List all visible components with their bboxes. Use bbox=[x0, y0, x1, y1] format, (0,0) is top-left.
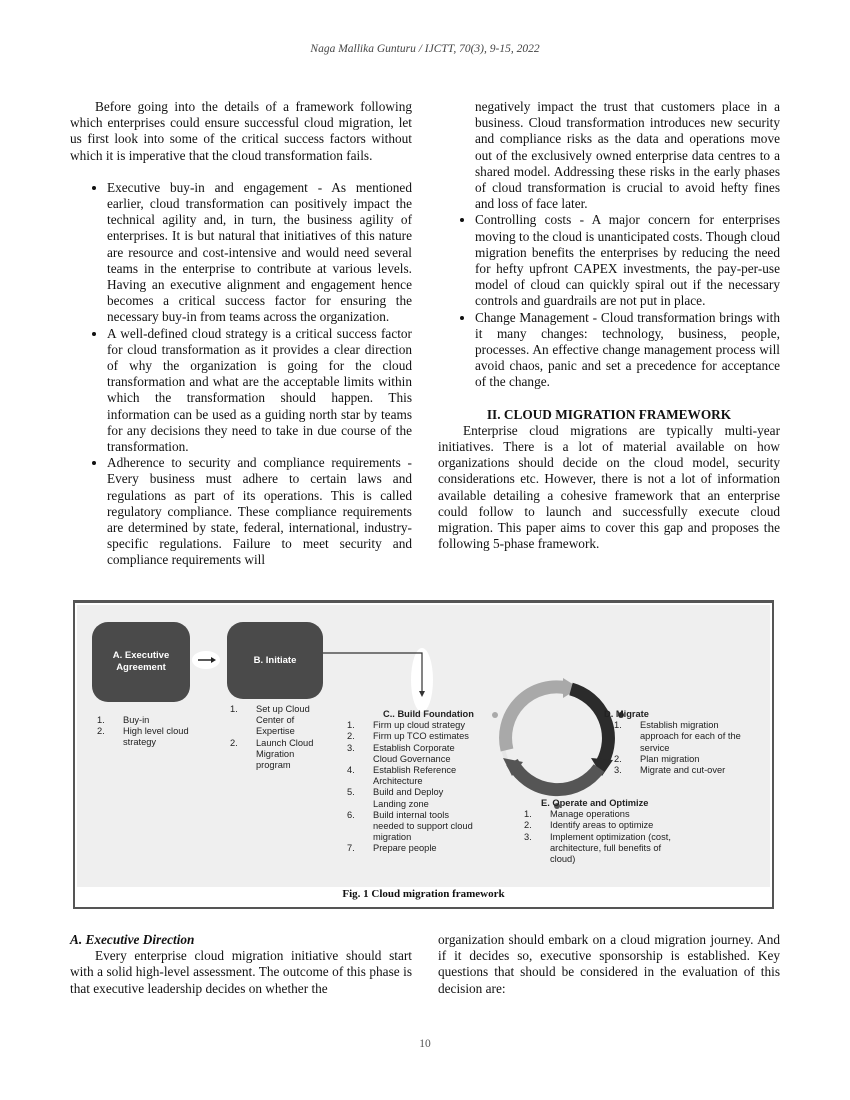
right-column-bottom bbox=[438, 932, 780, 997]
connector-b-to-c bbox=[322, 653, 422, 693]
phase-b-box: B. Initiate bbox=[227, 622, 323, 699]
phase-e-list: E. Operate and Optimize 1. Manage operations 2. Identify areas to optimize 3. Implement optimization (cost, architecture, full benefits of cloud) bbox=[524, 798, 684, 865]
list-item: Build internal tools needed to support cloud migration bbox=[373, 809, 473, 843]
success-factor-list-cont bbox=[438, 212, 780, 390]
list-item: Build and Deploy Landing zone bbox=[373, 787, 444, 809]
list-item: • Change Management - Cloud transformation brings with it many changes: technology, business, people, processes. An effective change management process will avoid chaos, panic and set a precedence for acceptance of the change. bbox=[475, 310, 780, 391]
section-paragraph: Enterprise cloud migrations are typically multi-year initiatives. There is a lot of material available on how organizations should decide on the cloud model, security considerations etc. However, there is not a lot of information available detailing a cohesive framework that an enterprise could follow to launch and successfully execute cloud migration. This paper aims to cover this gap and proposes the following 5-phase framework. bbox=[438, 422, 780, 552]
phase-d-list: D. Migrate 1. Establish migration approach for each of the service 2. Plan migration 3. Migrate and cut-over bbox=[604, 709, 744, 776]
phase-c-list: C.. Build Foundation 1. Firm up cloud strategy 2. Firm up TCO estimates 3. Establish Corporate Cloud Governance 4. Establish Reference Architecture 5. Build and Deploy Landing zone 6. Build internal tools needed to support cloud migration 7. Prepare people bbox=[347, 709, 477, 855]
list-item: Prepare people bbox=[373, 843, 437, 854]
list-item: Set up Cloud Center of Expertise bbox=[256, 704, 310, 737]
figure-caption: Fig. 1 Cloud migration framework bbox=[342, 888, 505, 900]
phase-a-box: A. Executive Agreement bbox=[92, 622, 190, 702]
bullet-continuation: negatively impact the trust that customers place in a business. Cloud transformation introduces new security and compliance risks as the data and operations move out of the exclusively owned enterprise data centres to a shared model. Addressing these risks in the early phases of cloud transformation is crucial to avoid hefty fines and loss of face later. bbox=[475, 99, 780, 212]
list-item: Establish Reference Architecture bbox=[373, 765, 457, 787]
list-item: Migrate and cut-over bbox=[640, 765, 726, 776]
list-item: Plan migration bbox=[640, 753, 700, 764]
ring-segment-foundation bbox=[506, 687, 567, 750]
figure-cloud-migration-framework bbox=[73, 600, 774, 909]
list-item: Identify areas to optimize bbox=[550, 820, 654, 831]
list-item: Implement optimization (cost, architecture, full benefits of cloud) bbox=[550, 831, 671, 865]
list-item: High level cloud strategy bbox=[123, 726, 189, 748]
list-item: • A well-defined cloud strategy is a critical success factor for cloud transformation as it provides a clear direction of why the organization is going for the cloud transformation and what are the acceptable limits within which the transformation should happen. This information can be used as a guiding north star by teams for any decisions they need to take in due course of the transformation. bbox=[107, 326, 412, 456]
list-item: Buy-in bbox=[123, 715, 150, 725]
figure-canvas bbox=[77, 605, 770, 887]
continued-paragraph: organization should embark on a cloud migration journey. And if it decides so, executive sponsorship is established. Key questions that should be considered in the evaluation of this decision are: bbox=[438, 932, 780, 996]
list-item: Launch Cloud Migration program bbox=[256, 737, 314, 771]
subsection-heading: A. Executive Direction bbox=[70, 932, 195, 947]
list-item: Establish Corporate Cloud Governance bbox=[373, 742, 455, 764]
running-header: Naga Mallika Gunturu / IJCTT, 70(3), 9-15, 2022 bbox=[310, 43, 540, 55]
phase-b-list: 1. Set up Cloud Center of Expertise 2. Launch Cloud Migration program bbox=[230, 704, 330, 771]
ring-segment-migrate bbox=[571, 689, 608, 763]
ring-segment-operate bbox=[512, 762, 599, 790]
list-item: • Adherence to security and compliance requirements - Every business must adhere to certain laws and regulations as part of its operations. This is called regulatory compliance. These compliance requirements are determined by state, federal, international, industry-specific regulations. Failure to meet security and compliance requirements will bbox=[107, 455, 412, 568]
subsection-a bbox=[70, 932, 412, 997]
list-item: • Executive buy-in and engagement - As mentioned earlier, cloud transformation can positively impact the technical agility and, in turn, the business agility of enterprises. It is but natural that initiatives of this nature are resource and cost-intensive and would need several teams in the enterprise to contribute at various levels. Having an executive alignment and engagement hence becomes a critical success factor for ensuring the necessary buy-in from teams across the organization. bbox=[107, 180, 412, 326]
list-item: Establish migration approach for each of the service bbox=[640, 720, 741, 753]
list-item: Firm up cloud strategy bbox=[373, 720, 465, 731]
left-column bbox=[70, 99, 412, 569]
phase-e-title: E. Operate and Optimize bbox=[541, 798, 649, 808]
phase-d-title: D. Migrate bbox=[604, 709, 649, 719]
intro-paragraph: Before going into the details of a framework following which enterprises could ensure successful cloud migration, let us first look into some of the critical success factors without which it is imperative that the cloud transformation fails. bbox=[70, 99, 412, 163]
list-item: Manage operations bbox=[550, 809, 630, 820]
section-heading: II. CLOUD MIGRATION FRAMEWORK bbox=[486, 406, 732, 422]
success-factor-list bbox=[70, 180, 412, 569]
right-column bbox=[438, 99, 780, 552]
list-item: Firm up TCO estimates bbox=[373, 731, 469, 742]
page-number: 10 bbox=[419, 1038, 431, 1050]
subsection-paragraph: Every enterprise cloud migration initiative should start with a solid high-level assessment. The outcome of this phase is that executive leadership decides on whether the bbox=[70, 948, 412, 996]
phase-c-title: C.. Build Foundation bbox=[383, 709, 474, 719]
list-item: • Controlling costs - A major concern for enterprises moving to the cloud is unanticipated costs. Though cloud migration benefits the enterprises by reducing the need for hefty upfront CAPEX investments, the pay-per-use model of cloud can quickly spiral out if the necessary controls and guardrails are not put in place. bbox=[475, 212, 780, 309]
phase-a-list: 1. Buy-in 2. High level cloud strategy bbox=[97, 715, 207, 749]
